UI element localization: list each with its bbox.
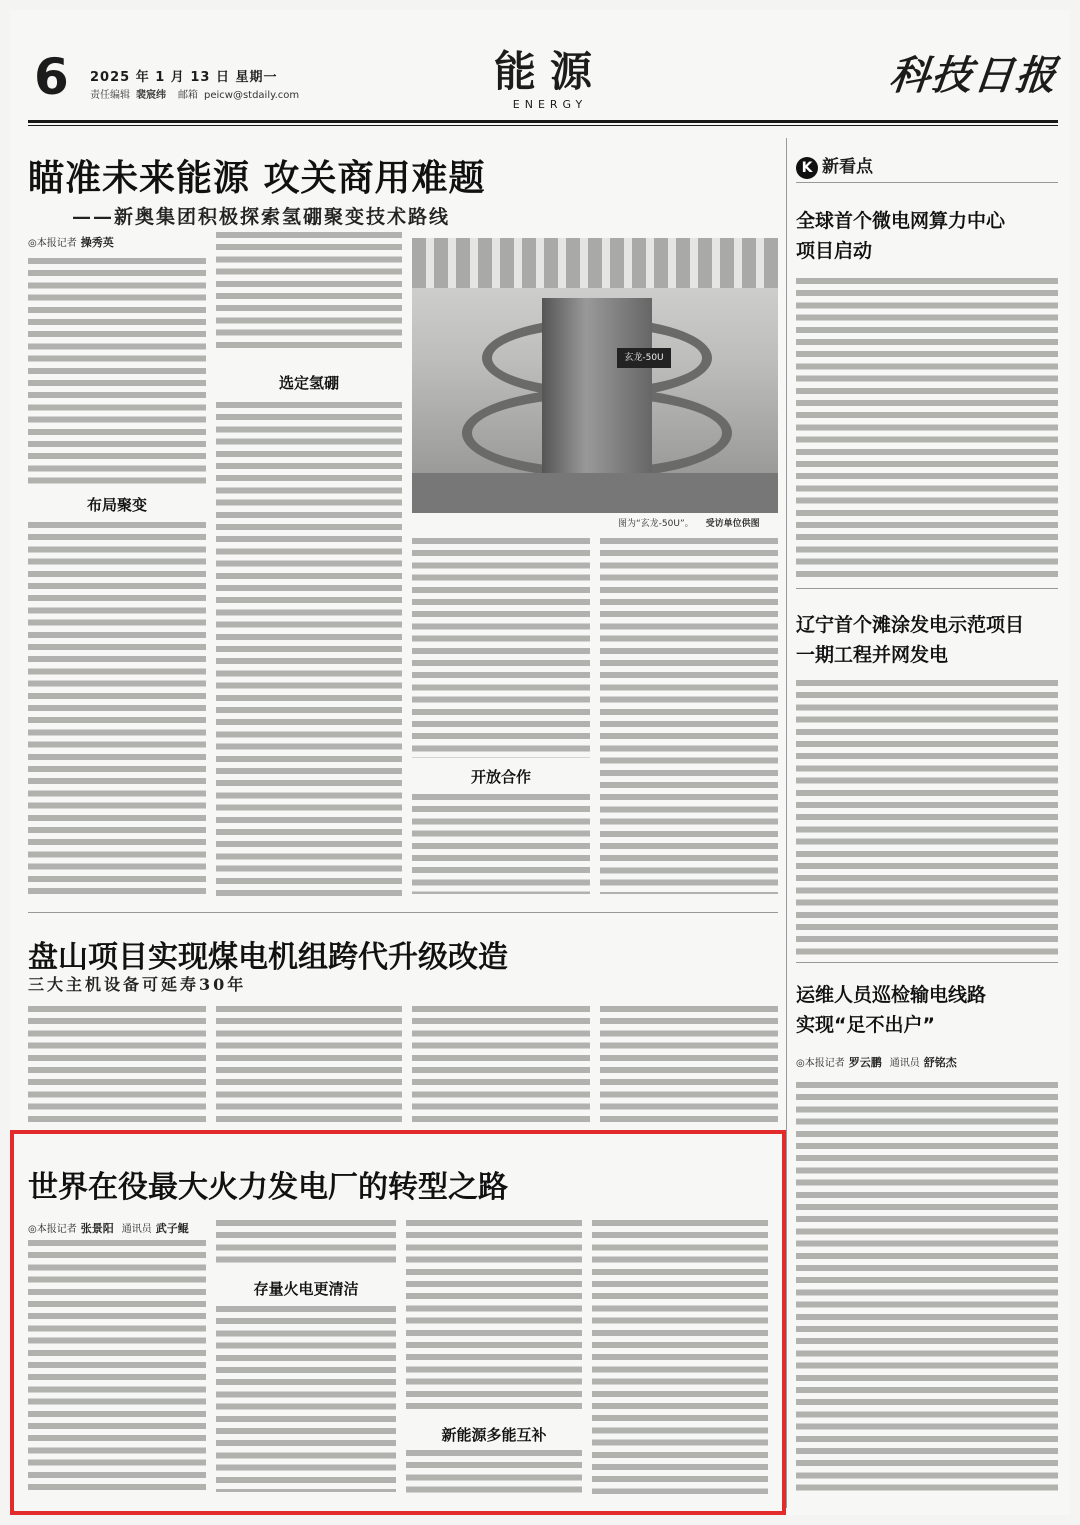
newspaper-page (10, 10, 1070, 1515)
feature-section-heading-1: 存量火电更清洁 (253, 1280, 359, 1298)
lead-headline: 瞄准未来能源 攻关商用难题 (28, 158, 486, 199)
side-byline-role2: 通讯员 (889, 1058, 920, 1069)
side-story1-text (796, 278, 1058, 578)
feature-text-col2b (216, 1306, 396, 1492)
lead-section-heading-2: 选定氢硼 (278, 374, 339, 392)
panshan-headline: 盘山项目实现煤电机组跨代升级改造 (28, 940, 508, 975)
column-divider (786, 138, 787, 1508)
side-story2-text (796, 680, 1058, 956)
feature-byline-name: 张景阳 (80, 1222, 114, 1235)
editor-info (90, 86, 305, 101)
side-story3-line2: 实现“足不出户” (796, 1014, 935, 1036)
feature-text-col3a (406, 1220, 582, 1414)
byline-role: 本报记者 (36, 238, 77, 249)
section-title: 能源 (493, 47, 606, 96)
photo-sign: 玄龙-50U (617, 348, 671, 368)
lead-section-heading-1: 布局聚变 (86, 496, 147, 514)
feature-text-col3b (406, 1450, 582, 1494)
feature-byline: ◎本报记者 张景阳 通讯员 武子鲲 (28, 1222, 189, 1235)
side-rule-1 (796, 182, 1058, 183)
masthead (10, 10, 1070, 122)
side-byline-name: 罗云鹏 (848, 1056, 882, 1069)
newspaper-logo: 科技日报 (887, 52, 1061, 99)
side-story1-line2: 项目启动 (796, 240, 873, 262)
header-rule (28, 120, 1058, 123)
photo-core (542, 298, 652, 488)
feature-text-col4 (592, 1220, 768, 1494)
editor-name: 裴宸纬 (136, 90, 166, 101)
page-number: 6 (34, 48, 69, 106)
lead-text-col2b (216, 402, 402, 896)
side-story2-line1: 辽宁首个滩涂发电示范项目 (796, 614, 1025, 636)
panshan-text-col2 (216, 1006, 402, 1128)
issue-date: 2025 年 1 月 13 日 星期一 (90, 70, 278, 85)
lead-text-col3a (412, 538, 590, 758)
lead-text-col1b (28, 522, 206, 894)
panshan-subheadline: 三大主机设备可延寿30年 (28, 975, 247, 994)
lead-section-heading-3: 开放合作 (470, 768, 531, 786)
side-story3-line1: 运维人员巡检输电线路 (796, 984, 987, 1006)
caption-credit: 受访单位供图 (705, 519, 760, 529)
side-rule-3 (796, 962, 1058, 963)
email-label: 邮箱 (178, 90, 198, 101)
feature-text-col1 (28, 1240, 206, 1490)
side-rule-2 (796, 588, 1058, 589)
lead-subheadline: ——新奥集团积极探索氢硼聚变技术路线 (72, 206, 451, 228)
feature-byline-role: 本报记者 (36, 1224, 77, 1235)
editor-label: 责任编辑 (90, 90, 130, 101)
tag-label: 新看点 (822, 157, 873, 177)
side-story3-text (796, 1082, 1058, 1492)
lead-text-col1a (28, 258, 206, 486)
side-byline-role: 本报记者 (804, 1058, 845, 1069)
caption-text: 图为“玄龙-50U”。 (618, 519, 694, 529)
lead-text-col3b (412, 794, 590, 894)
side-story3-headline (796, 980, 986, 1040)
photo-caption (618, 516, 760, 529)
panshan-text-col3 (412, 1006, 590, 1128)
feature-byline-role2: 通讯员 (121, 1224, 152, 1235)
side-byline-name2: 舒铭杰 (923, 1056, 957, 1069)
byline-name: 操秀英 (80, 236, 114, 249)
panshan-text-col4 (600, 1006, 778, 1128)
header-rule-thin (28, 125, 1058, 126)
lead-text-col4 (600, 538, 778, 894)
feature-byline-name2: 武子鲲 (155, 1222, 189, 1235)
lead-photo (412, 238, 778, 513)
side-story2-headline (796, 610, 1024, 670)
lead-text-col2a (216, 232, 402, 354)
photo-ceiling (412, 238, 778, 288)
side-story1-headline (796, 206, 1005, 266)
feature-text-col2a (216, 1220, 396, 1268)
editor-email[interactable]: peicw@stdaily.com (204, 90, 300, 101)
side-story2-line2: 一期工程并网发电 (796, 644, 949, 666)
k-logo-icon: K (796, 157, 818, 179)
feature-section-heading-2: 新能源多能互补 (441, 1426, 547, 1444)
new-highlights-tag (796, 152, 873, 179)
photo-floor (412, 473, 778, 513)
lead-byline: ◎本报记者 操秀英 (28, 236, 114, 249)
section-subtitle: ENERGY (512, 98, 588, 111)
panshan-text-col1 (28, 1006, 206, 1128)
feature-headline: 世界在役最大火力发电厂的转型之路 (28, 1170, 508, 1205)
story-divider (28, 912, 778, 913)
side-story1-line1: 全球首个微电网算力中心 (796, 210, 1006, 232)
side-story3-byline: ◎本报记者 罗云鹏 通讯员 舒铭杰 (796, 1056, 957, 1069)
